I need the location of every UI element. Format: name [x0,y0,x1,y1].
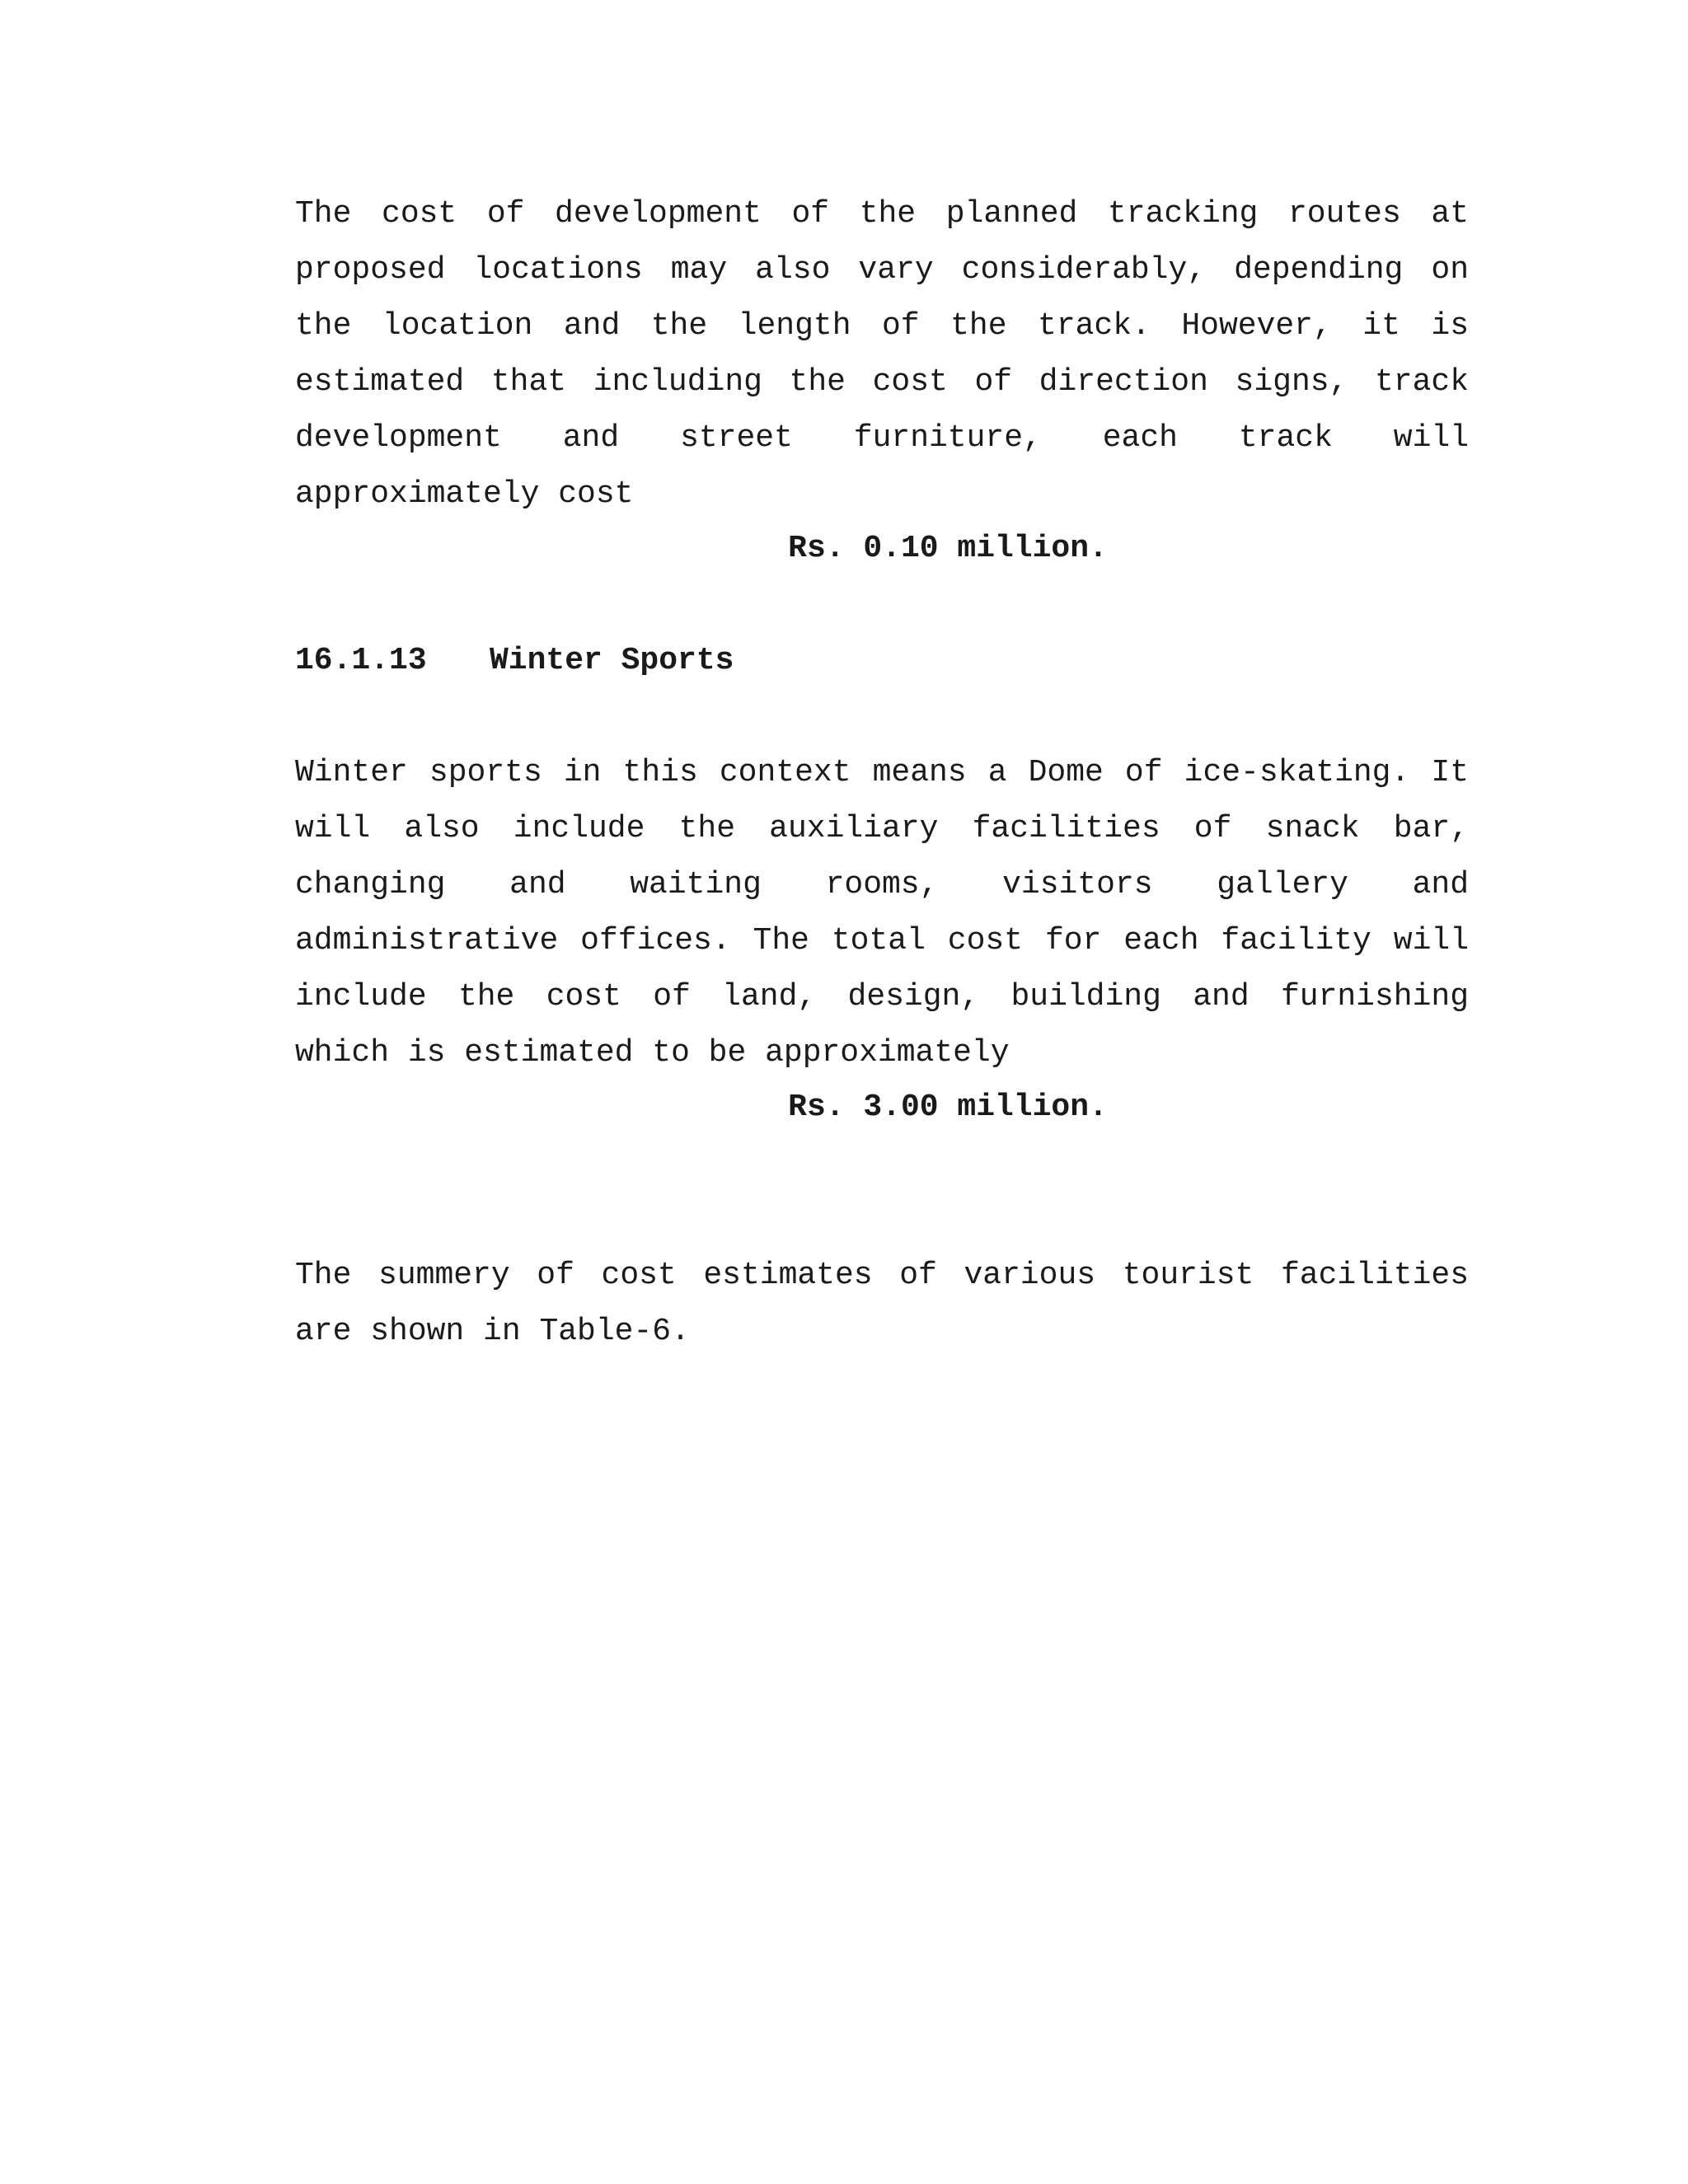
section-heading-winter-sports [295,633,734,689]
winter-sports-cost-amount: Rs. 3.00 million. [788,1090,1108,1125]
winter-sports-paragraph: Winter sports in this context means a Dome of ice-skating. It will also include the auxiliary facilities of snack bar, changing and waiting rooms, visitors gallery and administrative offices. The total cost for each facility will include the cost of land, design, building and furnishing which is estimated to be approximately [295,755,1469,1071]
section-title: Winter Sports [490,643,734,678]
summary-paragraph: The summery of cost estimates of various tourist facilities are shown in Table-6. [295,1258,1469,1349]
section-number: 16.1.13 [295,643,427,678]
tracking-routes-paragraph: The cost of development of the planned tracking routes at proposed locations may also vary considerably, depending on the location and the length of the track. However, it is estimated that including the cost of direction signs, track development and street furniture, each track will approximately cost [295,196,1469,512]
tracking-cost-amount: Rs. 0.10 million. [788,531,1108,566]
